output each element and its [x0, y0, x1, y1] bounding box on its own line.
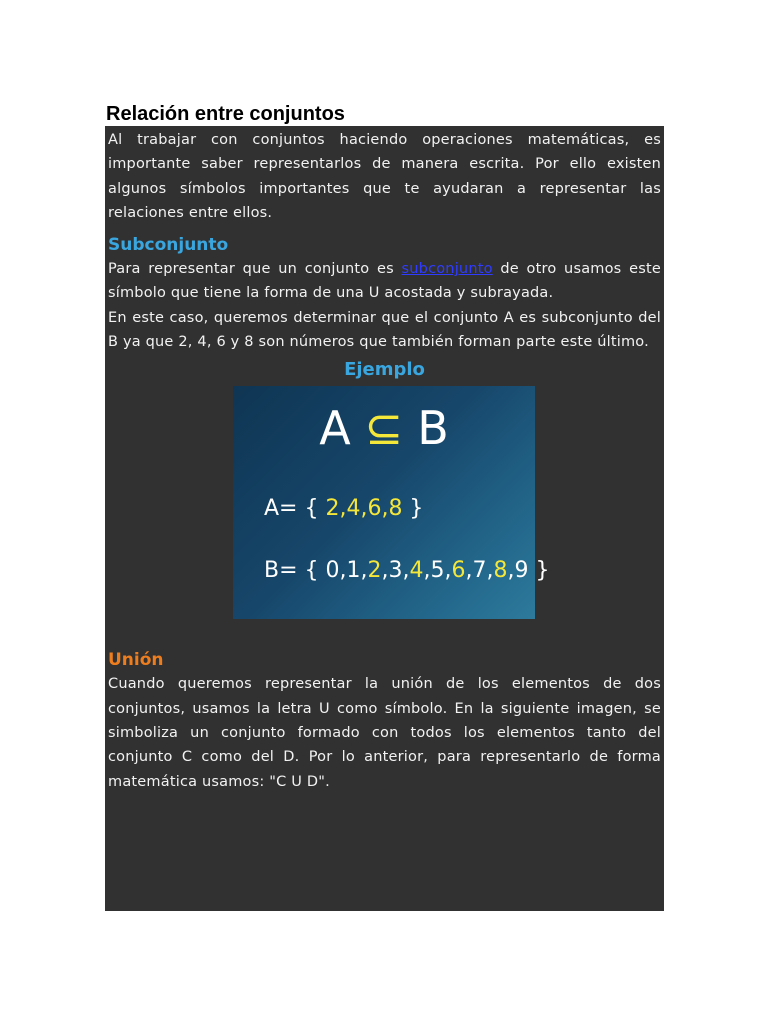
example-caption: Ejemplo: [344, 359, 425, 381]
set-a-definition: [264, 495, 423, 523]
set-b-prefix: B= {: [264, 558, 326, 584]
subconjunto-heading: Subconjunto: [108, 235, 229, 256]
formula-set-b: B: [417, 401, 449, 456]
intro-paragraph: Al trabajar con conjuntos haciendo operaciones matemáticas, es importante saber representarlos de manera escrita. Por ello existen algunos símbolos importantes que te ayudaran a representar las relaciones entre ellos.: [108, 132, 661, 221]
set-a-suffix: }: [402, 496, 424, 522]
union-paragraph: Cuando queremos representar la unión de los elementos de dos conjuntos, usamos la letra U como símbolo. En la siguiente imagen, se simboliza un conjunto formado con todos los elementos tanto del conjunto C como del D. Por lo anterior, para representarlo de forma matemática usamos: "C U D".: [108, 676, 661, 790]
set-b-element: ,5,: [423, 558, 452, 584]
content-panel: [105, 126, 664, 911]
set-b-element: 0,1,: [325, 558, 368, 584]
set-b-shared-element: 4: [409, 558, 424, 584]
subconjunto-text-after-link: de otro usamos este símbolo que tiene la forma de una U acostada y subrayada.: [108, 261, 661, 302]
set-b-shared-element: 6: [451, 558, 466, 584]
set-b-suffix: }: [528, 558, 550, 584]
subconjunto-paragraph: [108, 257, 661, 306]
union-heading: Unión: [108, 650, 164, 671]
subconjunto-example-paragraph: En este caso, queremos determinar que el conjunto A es subconjunto del B ya que 2, 4, 6 y 8 son números que también forman parte este último.: [108, 309, 661, 351]
subset-symbol-icon: ⊆: [364, 401, 404, 456]
subset-formula: [233, 400, 535, 456]
set-b-element: ,3,: [381, 558, 410, 584]
set-b-values: [326, 558, 529, 583]
subconjunto-text-before-link: Para representar que un conjunto es: [108, 261, 402, 278]
set-b-element: ,7,: [465, 558, 494, 584]
set-a-prefix: A= {: [264, 496, 326, 522]
set-b-element: ,9: [507, 558, 529, 584]
formula-set-a: A: [319, 401, 351, 456]
subconjunto-link[interactable]: subconjunto: [401, 261, 493, 278]
page-title: Relación entre conjuntos: [106, 103, 345, 125]
subset-example-image: [233, 386, 550, 619]
set-b-shared-element: 8: [493, 558, 508, 584]
set-a-values: 2,4,6,8: [325, 496, 403, 522]
set-b-definition: [264, 557, 549, 585]
set-b-shared-element: 2: [367, 558, 382, 584]
